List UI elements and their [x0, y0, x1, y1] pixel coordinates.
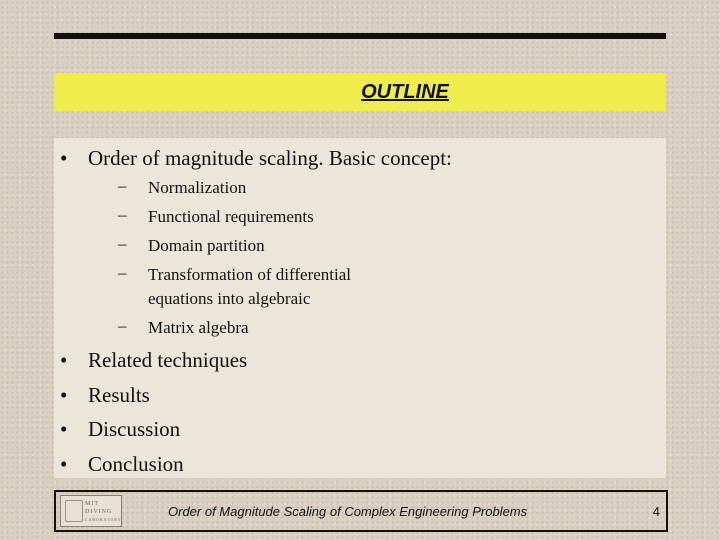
dash-icon: – [118, 176, 127, 195]
top-rule [54, 33, 666, 39]
sub-item-text: Matrix algebra [148, 318, 249, 337]
bullet-icon: • [60, 146, 68, 170]
logo-text-line3: LABORATORY [85, 517, 122, 522]
dash-icon: – [118, 205, 127, 224]
sub-item-text: Normalization [148, 178, 247, 197]
dash-icon: – [118, 234, 127, 253]
footer-bar [54, 490, 668, 532]
bullet-icon: • [60, 452, 68, 476]
bullet-text: Conclusion [88, 452, 184, 476]
page-number: 4 [652, 504, 660, 519]
logo-mark-icon [65, 500, 83, 522]
sub-item-text: Transformation of differential [148, 265, 352, 284]
bullet-icon: • [60, 348, 68, 372]
sub-item-text: Functional requirements [148, 207, 314, 226]
logo-text-line1: MIT [85, 501, 99, 507]
footer-title: Order of Magnitude Scaling of Complex Engineering Problems [168, 504, 528, 519]
bullet-text: Discussion [88, 417, 181, 441]
logo-text-line2: DIVING [85, 509, 113, 515]
dash-icon: – [118, 263, 127, 282]
dash-icon: – [118, 316, 127, 335]
bullet-text: Results [88, 383, 150, 407]
bullet-text: Related techniques [88, 348, 248, 372]
title-band [54, 73, 666, 111]
sub-item-text: equations into algebraic [148, 289, 311, 308]
content-box [54, 138, 666, 478]
lab-logo [60, 495, 122, 527]
bullet-text: Order of magnitude scaling. Basic concept: [88, 146, 452, 170]
bullet-icon: • [60, 383, 68, 407]
bullet-icon: • [60, 417, 68, 441]
slide-title: OUTLINE [361, 81, 449, 103]
sub-item-text: Domain partition [148, 236, 265, 255]
